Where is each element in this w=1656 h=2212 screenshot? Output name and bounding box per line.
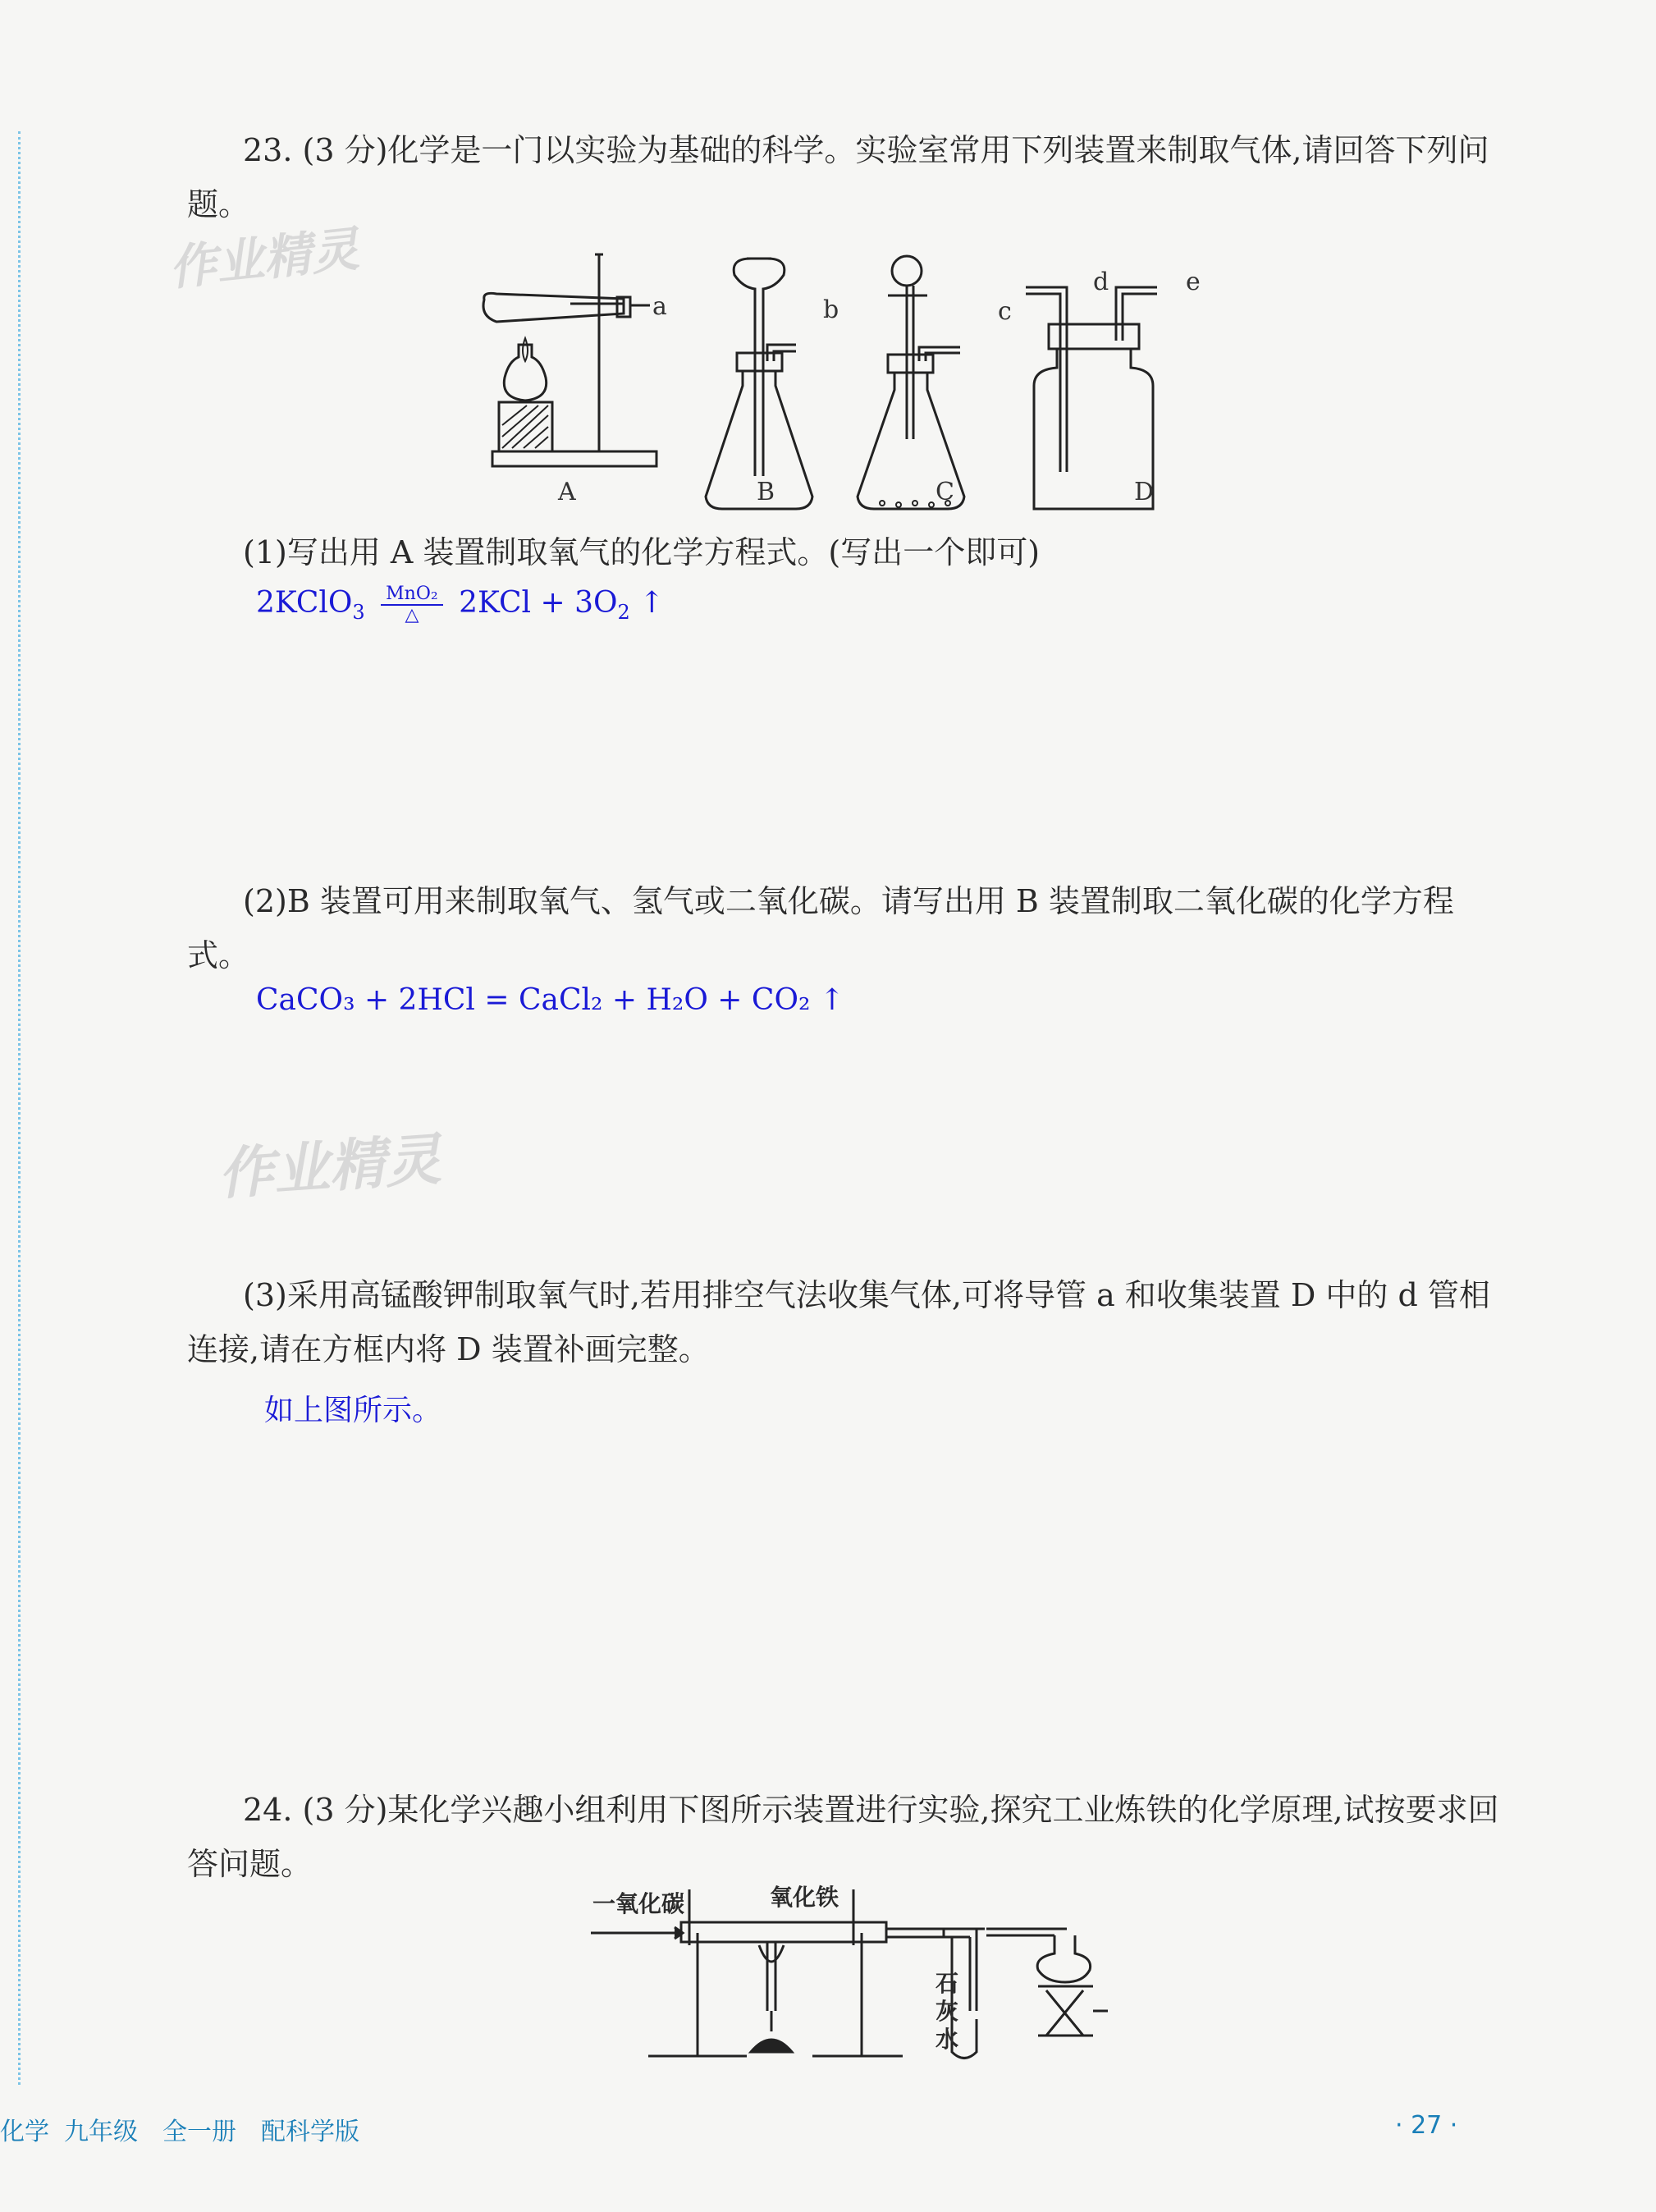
reaction-condition: $\frac{\text{MnO₂}}{\triangle}$ bbox=[381, 584, 443, 625]
label-iron-oxide: 氧化铁 bbox=[770, 1884, 839, 1911]
watermark-top: 作业精灵 bbox=[166, 221, 362, 296]
label-c: c bbox=[998, 297, 1012, 326]
label-D: D bbox=[1134, 478, 1155, 506]
apparatus-c bbox=[858, 256, 964, 509]
footer-grade: 九年级 bbox=[64, 2118, 138, 2146]
footer-edition: 配科学版 bbox=[261, 2118, 359, 2146]
question-23-stem: 23. (3 分)化学是一门以实验为基础的科学。实验室常用下列装置来制取气体,请回答下列问题。 bbox=[187, 132, 1489, 222]
question-23-part-2: (2)B 装置可用来制取氧气、氢气或二氧化碳。请写出用 B 装置制取二氧化碳的化学方程式。 bbox=[187, 883, 1454, 973]
page-number: · 27 · bbox=[1395, 2111, 1458, 2140]
label-A: A bbox=[558, 478, 576, 506]
label-limewater: 石灰水 bbox=[936, 1970, 959, 2053]
question-24-stem: 24. (3 分)某化学兴趣小组利用下图所示装置进行实验,探究工业炼铁的化学原理,试按要求回答问题。 bbox=[187, 1792, 1499, 1882]
label-carbon-monoxide: 一氧化碳 bbox=[592, 1890, 685, 1917]
footer-subject: 化学 bbox=[0, 2118, 49, 2146]
watermark-middle: 作业精灵 bbox=[215, 1127, 443, 1208]
label-C: C bbox=[936, 478, 954, 506]
apparatus-a bbox=[483, 254, 656, 466]
label-a: a bbox=[652, 292, 667, 321]
answer-23-part-3: 如上图所示。 bbox=[264, 1394, 442, 1427]
footer-volume: 全一册 bbox=[162, 2118, 236, 2146]
apparatus-figure-23 bbox=[460, 246, 1231, 517]
margin-dotted-line bbox=[18, 131, 21, 2085]
answer-23-part-2: CaCO₃ + 2HCl = CaCl₂ + H₂O + CO₂ ↑ bbox=[256, 983, 844, 1017]
answer-23-part-1: 2KClO$_3$ $\frac{\text{MnO₂}}{\triangle}$ $2KCl + 3O_2$ ↑ bbox=[256, 584, 665, 625]
label-B: B bbox=[757, 478, 775, 506]
apparatus-b bbox=[706, 259, 812, 509]
apparatus-d bbox=[1026, 287, 1157, 509]
question-23-part-3: (3)采用高锰酸钾制取氧气时,若用排空气法收集气体,可将导管 a 和收集装置 D 中的 d 管相连接,请在方框内将 D 装置补画完整。 bbox=[187, 1277, 1490, 1367]
label-d: d bbox=[1093, 268, 1109, 296]
label-e: e bbox=[1186, 268, 1201, 296]
label-b: b bbox=[823, 295, 839, 324]
question-23-part-1: (1)写出用 A 装置制取氧气的化学方程式。(写出一个即可) bbox=[243, 534, 1041, 570]
